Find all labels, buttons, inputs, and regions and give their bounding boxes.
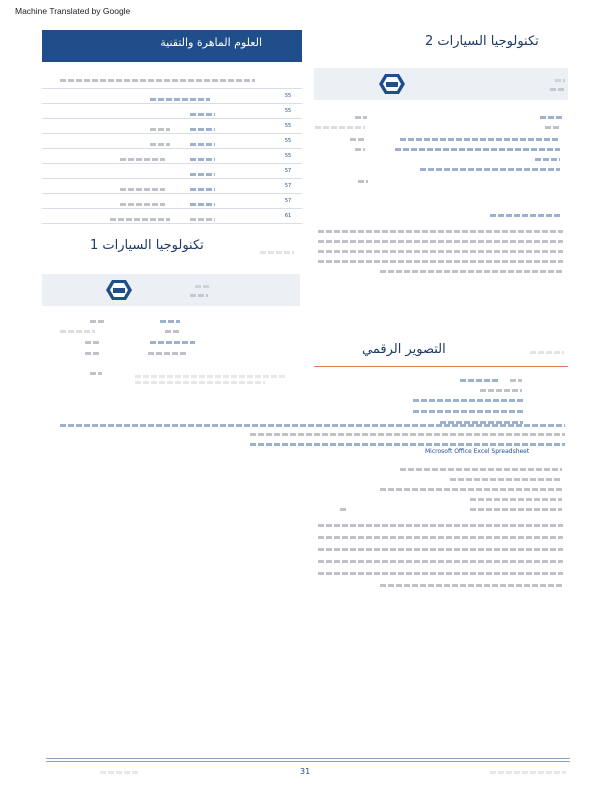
section-code (260, 251, 294, 254)
info-label (90, 372, 102, 375)
info-value (355, 148, 365, 151)
info-value (460, 379, 500, 382)
info-value (315, 126, 365, 129)
category-banner-title: العلوم الماهرة والتقنية (160, 36, 262, 49)
outcomes-line (380, 488, 562, 491)
table-cell-text (190, 158, 215, 161)
footer-left-text (100, 771, 138, 774)
info-label (540, 116, 562, 119)
table-cell-text (190, 218, 215, 221)
category-banner (42, 30, 302, 62)
table-cell-text (120, 158, 165, 161)
table-row: 55 (42, 103, 302, 118)
course-header-box (42, 274, 300, 306)
table-cell-text (190, 128, 215, 131)
outcomes-line (340, 508, 348, 511)
info-value (413, 410, 523, 413)
table-cell-text (120, 188, 165, 191)
prereq-line (250, 433, 565, 436)
info-label (510, 379, 522, 382)
table-row: 57 (42, 178, 302, 193)
stem-logo-icon (105, 279, 133, 301)
info-value (165, 330, 179, 333)
table-row: 55 (42, 118, 302, 133)
header-value (550, 88, 564, 91)
info-value (413, 399, 523, 402)
section-title-auto-tech-2: تكنولوجيا السيارات 2 (425, 34, 539, 49)
table-cell-text (110, 218, 170, 221)
description-line (380, 270, 563, 273)
info-value (545, 126, 559, 129)
table-row: 61 (42, 208, 302, 223)
table-row: 55 (42, 133, 302, 148)
description-line (318, 572, 563, 575)
table-cell-text (190, 113, 215, 116)
info-label (358, 180, 368, 183)
description-line (318, 230, 563, 233)
description-line (380, 584, 563, 587)
description-line (318, 250, 563, 253)
section-title-auto-tech-1: تكنولوجيا السيارات 1 (90, 238, 204, 253)
info-text (135, 381, 265, 384)
section-title-digital-photography: التصوير الرقمي (362, 342, 446, 357)
outcomes-line (450, 478, 562, 481)
info-label (400, 138, 560, 141)
table-cell-text (150, 98, 210, 101)
footer-rule-top (46, 758, 570, 759)
section-divider (314, 366, 568, 367)
info-value (60, 330, 95, 333)
info-text (135, 375, 285, 378)
description-line (318, 536, 563, 539)
footer-rule-bottom (46, 761, 570, 762)
course-table (42, 70, 302, 224)
footer-right-text (490, 771, 566, 774)
table-cell-text (150, 128, 170, 131)
header-value (190, 294, 208, 297)
table-row: 57 (42, 163, 302, 178)
info-value (85, 341, 100, 344)
machine-translated-label: Machine Translated by Google (15, 6, 131, 16)
outcomes-line (470, 498, 562, 501)
table-cell-text (190, 203, 215, 206)
header-label (555, 79, 565, 82)
software-requirement: Microsoft Office Excel Spreadsheet (425, 448, 530, 455)
info-value (535, 158, 560, 161)
prereq-line (250, 443, 565, 446)
info-value (85, 352, 100, 355)
info-value (148, 352, 188, 355)
info-label (90, 320, 105, 323)
header-label (195, 285, 209, 288)
table-cell-text (190, 143, 215, 146)
outcomes-line (400, 468, 562, 471)
description-heading (490, 214, 560, 217)
description-line (318, 548, 563, 551)
description-line (318, 524, 563, 527)
table-cell-text (150, 143, 170, 146)
table-row: 55 (42, 88, 302, 103)
prereq-line (60, 424, 565, 427)
description-line (318, 240, 563, 243)
page-number: 31 (300, 767, 311, 776)
description-line (318, 560, 563, 563)
course-header-box (314, 68, 568, 100)
table-cell-text (120, 203, 165, 206)
table-row: 57 (42, 193, 302, 208)
table-cell-text (190, 173, 215, 176)
description-line (318, 260, 563, 263)
info-value (420, 168, 560, 171)
outcomes-line (470, 508, 562, 511)
table-header-text (60, 79, 255, 82)
section-code (530, 351, 564, 354)
table-row: 55 (42, 148, 302, 163)
info-value (350, 138, 365, 141)
info-label (160, 320, 180, 323)
info-label (150, 341, 195, 344)
stem-logo-icon (378, 73, 406, 95)
info-value (395, 148, 560, 151)
info-label (355, 116, 367, 119)
info-value (480, 389, 522, 392)
table-cell-text (190, 188, 215, 191)
